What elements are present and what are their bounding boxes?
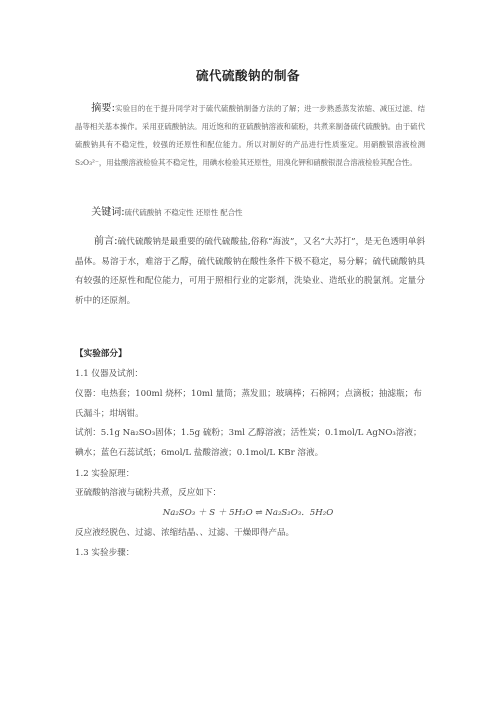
subsection-1-3-heading: 1.3 实验步骤： bbox=[75, 548, 135, 558]
intro-paragraph bbox=[75, 232, 425, 311]
keywords-text: 硫代硫酸钠 不稳定性 还原性 配合性 bbox=[124, 208, 243, 217]
keywords-paragraph bbox=[75, 204, 425, 222]
instruments-list: 仪器：电热套；100ml 烧杯；10ml 量筒；蒸发皿；玻璃棒；石棉网；点滴板；抽滤瓶；布氏漏斗；坩埚钳。 bbox=[75, 389, 422, 419]
abstract-text: 实验目的在于提升同学对于硫代硫酸钠制备方法的了解；进一步熟悉蒸发浓缩、减压过滤、结晶等相关基本操作。采用亚硫酸钠法。用近饱和的亚硫酸钠溶液和硫粉，共煮来制备硫代硫酸钠。由于硫代硫酸钠具有不稳定性，较强的还原性和配位能力。所以对制好的产品进行性质鉴定。用硝酸银溶液检测S₂O₃²⁻，用盐酸溶液检验其不稳定性，用碘水检验其还原性，用溴化钾和硝酸银混合溶液检验其配合性。 bbox=[75, 104, 425, 167]
abstract-paragraph bbox=[75, 100, 425, 172]
abstract-label: 摘要: bbox=[91, 103, 115, 114]
intro-label: 前言: bbox=[93, 236, 118, 247]
subsection-1-2-heading: 1.2 实验原理： bbox=[75, 469, 135, 479]
section-heading: 【实验部分】 bbox=[75, 349, 127, 359]
subsection-1-1-heading: 1.1 仪器及试剂： bbox=[75, 369, 143, 379]
reaction-equation: Na₂SO₃ ＋ S ＋ 5H₂O ⇌ Na₂S₂O₃．5H₂O bbox=[162, 508, 334, 518]
process-text: 反应液经脱色、过滤、浓缩结晶、、过滤、干燥即得产品。 bbox=[75, 528, 295, 538]
intro-text: 硫代硫酸钠是最重要的硫代硫酸盐,俗称“海波”，又名“大苏打”，是无色透明单斜晶体。易溶于水，难溶于乙醇，硫代硫酸钠在酸性条件下极不稳定，易分解；硫代硫酸钠具有较强的还原性和配位能力，可用于照相行业的定影剂，洗染业、造纸业的脱氯剂。定量分析中的还原剂。 bbox=[75, 237, 425, 306]
reagents-list: 试剂：5.1g Na₂SO₃固体；1.5g 硫粉；3ml 乙醇溶液；活性炭；0.1mol/L AgNO₃溶液；碘水；蓝色石蕊试纸；6mol/L 盐酸溶液；0.1mol/L KBr 溶液。 bbox=[75, 428, 422, 458]
principle-text: 亚硫酸钠溶液与硫粉共煮，反应如下： bbox=[75, 488, 222, 498]
page-title: 硫代硫酸钠的制备 bbox=[195, 68, 300, 83]
keywords-label: 关键词: bbox=[91, 207, 125, 218]
